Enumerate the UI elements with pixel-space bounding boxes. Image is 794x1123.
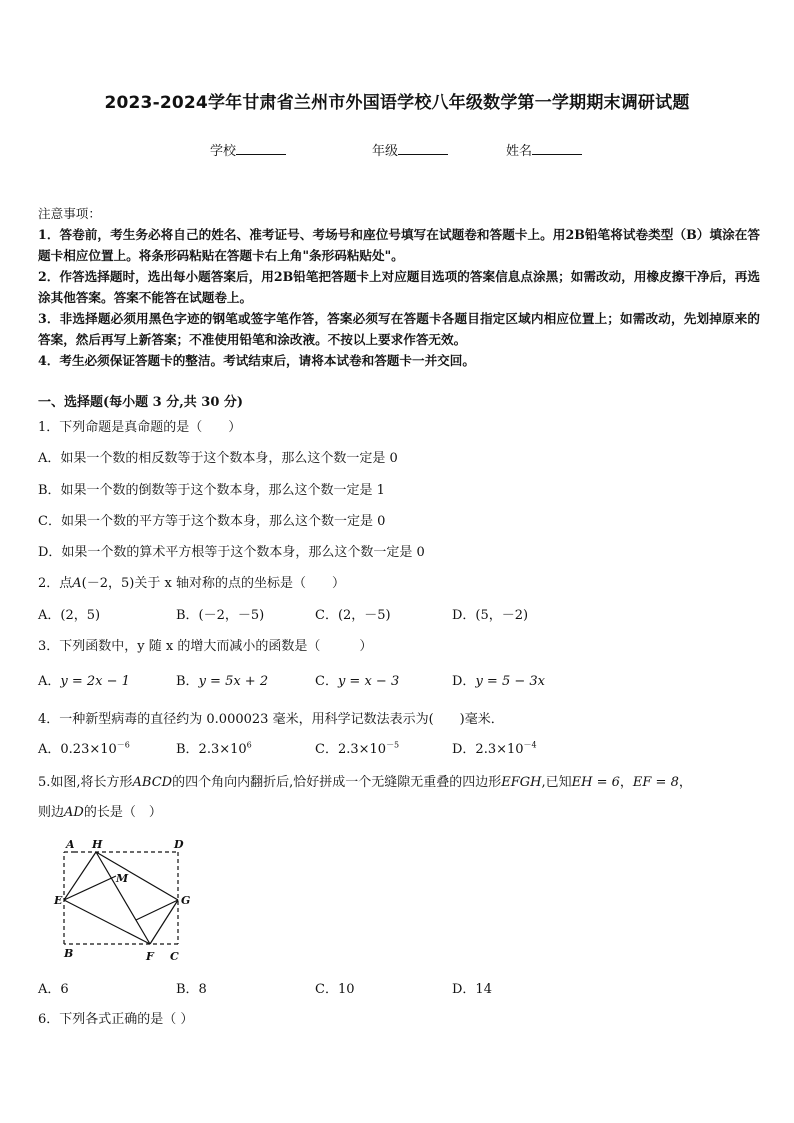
q4-c-exp: －5 (386, 740, 400, 750)
question-6-stem: 6．下列各式正确的是（ ） (38, 1012, 194, 1027)
q5-sep: ， (619, 775, 633, 790)
question-2-option-c: C．(2，－5) (315, 608, 391, 623)
q2-pre: 2．点 (38, 576, 73, 591)
note-item: 2．作答选择题时，选出每小题答案后，用2B铅笔把答题卡上对应题目选项的答案信息点涂黑；如需改动，用橡皮擦干净后，再选涂其他答案。答案不能答在试题卷上。 (38, 269, 760, 305)
school-label: 学校 (210, 144, 237, 159)
section-heading: 一、选择题(每小题 3 分,共 30 分) (38, 395, 244, 410)
question-1-stem: 1．下列命题是真命题的是（ ） (38, 420, 242, 435)
question-5-option-c: C．10 (315, 982, 355, 997)
q4-c-base: C．2.3×10 (315, 742, 387, 757)
q3-b-label: B． (176, 674, 199, 689)
label-m: M (116, 872, 129, 885)
q5-rect: ABCD (132, 775, 173, 790)
q2-coords: (－2，5) (81, 576, 135, 591)
question-1-option-d: D．如果一个数的算术平方根等于这个数本身，那么这个数一定是 0 (38, 545, 425, 560)
notes-section (38, 203, 760, 371)
label-c: C (170, 950, 179, 963)
label-h: H (92, 838, 103, 851)
grade-blank[interactable] (398, 141, 448, 155)
q5-stem-b: 的四个角向内翻折后,恰好拼成一个无缝隙无重叠的四边形 (172, 775, 502, 790)
note-item: 4．考生必须保证答题卡的整洁。考试结束后，请将本试卷和答题卡一并交回。 (38, 353, 475, 368)
note-item: 1．答卷前，考生务必将自己的姓名、准考证号、考场号和座位号填写在试题卷和答题卡上。用2B铅笔将试卷类型（B）填涂在答题卡相应位置上。将条形码粘贴在答题卡右上角"条形码粘贴处"。 (38, 227, 760, 263)
question-4-option-d (452, 738, 537, 757)
name-field (506, 140, 582, 159)
label-d: D (174, 838, 184, 851)
q3-b-formula: y = 5x + 2 (198, 674, 269, 689)
q4-a-base: A．0.23×10 (38, 742, 117, 757)
name-blank[interactable] (532, 141, 582, 155)
q4-d-base: D．2.3×10 (452, 742, 524, 757)
q5-stem-d: ， (678, 775, 692, 790)
q3-d-formula: y = 5 − 3x (475, 674, 545, 689)
q4-b-exp: 6 (246, 740, 252, 750)
segment-hg (96, 852, 178, 900)
question-4-option-b (176, 738, 252, 757)
label-g: G (181, 894, 191, 907)
question-2-option-a: A．(2，5) (38, 608, 101, 623)
q5-stem-a: 5.如图,将长方形 (38, 775, 133, 790)
page-title: 2023-2024学年甘肃省兰州市外国语学校八年级数学第一学期期末调研试题 (104, 93, 690, 113)
label-e: E (54, 894, 63, 907)
note-item: 3．非选择题必须用黑色字迹的钢笔或签字笔作答，答案必须写在答题卡各题目指定区域内相应位置上；如需改动，先划掉原来的答案，然后再写上新答案；不准使用铅笔和涂改液。不按以上要求作答无效。 (38, 311, 760, 347)
name-label: 姓名 (506, 144, 533, 159)
question-4-stem: 4．一种新型病毒的直径约为 0.000023 毫米，用科学记数法表示为( )毫米． (38, 712, 504, 727)
q3-a-label: A． (38, 674, 61, 689)
question-4-option-a (38, 738, 130, 757)
q5-line2a: 则边 (38, 805, 65, 820)
q5-ef: EF = 8 (632, 775, 679, 790)
question-4-option-c (315, 738, 399, 757)
question-1-option-b: B．如果一个数的倒数等于这个数本身，那么这个数一定是 1 (38, 483, 385, 498)
grade-field (372, 140, 448, 159)
question-3-option-c (315, 670, 399, 689)
student-info-row (0, 140, 794, 160)
q4-b-base: B．2.3×10 (176, 742, 247, 757)
question-2-stem (38, 572, 762, 591)
question-1-option-a: A．如果一个数的相反数等于这个数本身，那么这个数一定是 0 (38, 451, 398, 466)
question-5-option-d: D．14 (452, 982, 492, 997)
question-1-option-c: C．如果一个数的平方等于这个数本身，那么这个数一定是 0 (38, 514, 386, 529)
q4-a-exp: －6 (116, 740, 130, 750)
q5-stem-c: ,已知 (541, 775, 572, 790)
school-field (210, 140, 286, 159)
q3-c-formula: y = x − 3 (337, 674, 400, 689)
q4-d-exp: －4 (523, 740, 537, 750)
q2-point: A (72, 576, 82, 591)
label-b: B (64, 947, 74, 960)
question-2-option-d: D．(5，－2) (452, 608, 529, 623)
q5-eh: EH = 6 (571, 775, 620, 790)
question-5-stem-line2 (38, 801, 762, 820)
q3-c-label: C． (315, 674, 338, 689)
q3-a-formula: y = 2x − 1 (60, 674, 130, 689)
notes-header: 注意事项： (38, 206, 101, 221)
question-5-figure (40, 834, 200, 969)
question-3-stem: 3．下列函数中，y 随 x 的增大而减小的函数是（ ） (38, 639, 373, 654)
question-2-option-b: B．(－2，－5) (176, 608, 265, 623)
q3-d-label: D． (452, 674, 476, 689)
question-3-option-d (452, 670, 545, 689)
q5-ad: AD (64, 805, 84, 820)
label-a: A (66, 838, 75, 851)
q5-quad: EFGH (501, 775, 542, 790)
question-5-option-b: B．8 (176, 982, 207, 997)
school-blank[interactable] (236, 141, 286, 155)
question-5-stem (38, 771, 762, 790)
label-f: F (146, 950, 154, 963)
grade-label: 年级 (372, 144, 399, 159)
question-5-option-a: A．6 (38, 982, 69, 997)
question-3-option-a (38, 670, 130, 689)
q2-post: 关于 x 轴对称的点的坐标是（ ） (134, 576, 345, 591)
q5-line2b: 的长是（ ） (83, 805, 162, 820)
question-3-option-b (176, 670, 268, 689)
